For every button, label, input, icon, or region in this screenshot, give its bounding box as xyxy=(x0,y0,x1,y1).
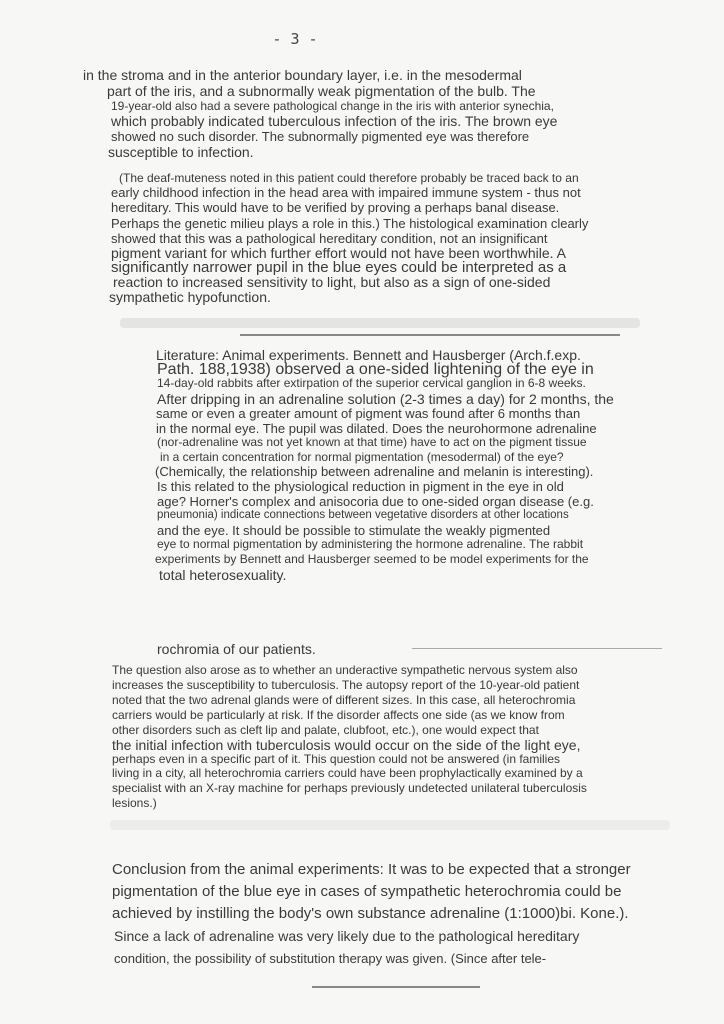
text-line: condition, the possibility of substitution therapy was given. (Since after tele- xyxy=(114,951,547,966)
text-line: early childhood infection in the head area with impaired immune system - thus not xyxy=(111,185,581,200)
text-line: and the eye. It should be possible to stimulate the weakly pigmented xyxy=(157,523,551,538)
text-line: Path. 188,1938) observed a one-sided lightening of the eye in xyxy=(157,361,594,378)
text-line: pigmentation of the blue eye in cases of sympathetic heterochromia could be xyxy=(112,883,622,900)
text-line: Since a lack of adrenaline was very likely due to the pathological hereditary xyxy=(114,928,580,944)
text-line: the initial infection with tuberculosis would occur on the side of the light eye, xyxy=(112,737,581,753)
text-line: After dripping in an adrenaline solution (2-3 times a day) for 2 months, the xyxy=(157,391,614,407)
section-divider xyxy=(240,334,620,336)
text-line: 14-day-old rabbits after extirpation of the superior cervical ganglion in 6-8 weeks. xyxy=(157,376,586,390)
text-line: reaction to increased sensitivity to light, but also as a sign of one-sided xyxy=(113,274,551,290)
text-line: Literature: Animal experiments. Bennett and Hausberger (Arch.f.exp. xyxy=(156,347,581,363)
text-line: specialist with an X-ray machine for perhaps previously undetected unilateral tuberculosis xyxy=(112,781,587,795)
text-line: perhaps even in a specific part of it. This question could not be answered (in families xyxy=(112,752,561,766)
text-line: Conclusion from the animal experiments: It was to be expected that a stronger xyxy=(112,861,631,878)
fragment-divider xyxy=(412,648,662,649)
text-line: (The deaf-muteness noted in this patient could therefore probably be traced back to an xyxy=(119,171,579,185)
text-line: eye to normal pigmentation by administering the hormone adrenaline. The rabbit xyxy=(157,537,584,551)
text-line: showed that this was a pathological hereditary condition, not an insignificant xyxy=(111,231,548,246)
text-line: age? Horner's complex and anisocoria due to one-sided organ disease (e.g. xyxy=(157,494,594,509)
text-line: total heterosexuality. xyxy=(159,567,287,583)
text-line: 19-year-old also had a severe pathological change in the iris with anterior synechia, xyxy=(111,99,554,113)
scan-smudge xyxy=(110,820,670,830)
text-line: living in a city, all heterochromia carriers could have been prophylactically examined by a xyxy=(112,766,583,780)
text-line: noted that the two adrenal glands were of different sizes. In this case, all heterochromia xyxy=(112,693,576,707)
text-line: in a certain concentration for normal pigmentation (mesodermal) of the eye? xyxy=(160,450,564,464)
page-number: - 3 - xyxy=(272,30,318,48)
text-line: experiments by Bennett and Hausberger seemed to be model experiments for the xyxy=(155,552,589,566)
text-line: significantly narrower pupil in the blue eyes could be interpreted as a xyxy=(111,259,567,276)
text-fragment: rochromia of our patients. xyxy=(157,641,316,657)
text-line: (nor-adrenaline was not yet known at that time) have to act on the pigment tissue xyxy=(157,435,587,449)
text-line: Is this related to the physiological reduction in pigment in the eye in old xyxy=(157,479,564,494)
text-line: part of the iris, and a subnormally weak pigmentation of the bulb. The xyxy=(107,83,536,99)
text-line: hereditary. This would have to be verified by proving a perhaps banal disease. xyxy=(111,200,560,215)
text-line: same or even a greater amount of pigment was found after 6 months than xyxy=(156,406,581,421)
footer-divider xyxy=(312,986,480,988)
text-line: pigment variant for which further effort would not have been worthwhile. A xyxy=(111,245,566,261)
text-line: The question also arose as to whether an underactive sympathetic nervous system also xyxy=(112,663,578,677)
text-line: susceptible to infection. xyxy=(108,144,254,160)
text-line: showed no such disorder. The subnormally pigmented eye was therefore xyxy=(111,129,530,144)
text-line: carriers would be particularly at risk. If the disorder affects one side (as we know from xyxy=(112,708,565,722)
text-line: in the stroma and in the anterior boundary layer, i.e. in the mesodermal xyxy=(83,67,522,83)
text-line: increases the susceptibility to tuberculosis. The autopsy report of the 10-year-old patient xyxy=(112,678,580,692)
text-line: in the normal eye. The pupil was dilated. Does the neurohormone adrenaline xyxy=(156,421,597,436)
text-line: lesions.) xyxy=(112,796,157,810)
text-line: which probably indicated tuberculous infection of the iris. The brown eye xyxy=(111,113,558,129)
text-line: other disorders such as cleft lip and palate, clubfoot, etc.), one would expect that xyxy=(112,723,539,737)
text-line: sympathetic hypofunction. xyxy=(109,289,271,305)
text-line: pneumonia) indicate connections between vegetative disorders at other locations xyxy=(157,509,569,521)
text-line: Perhaps the genetic milieu plays a role in this.) The histological examination clearly xyxy=(111,216,589,231)
text-line: (Chemically, the relationship between adrenaline and melanin is interesting). xyxy=(155,464,594,479)
text-line: achieved by instilling the body's own substance adrenaline (1:1000)bi. Kone.). xyxy=(112,905,629,922)
scan-smudge xyxy=(120,318,640,328)
